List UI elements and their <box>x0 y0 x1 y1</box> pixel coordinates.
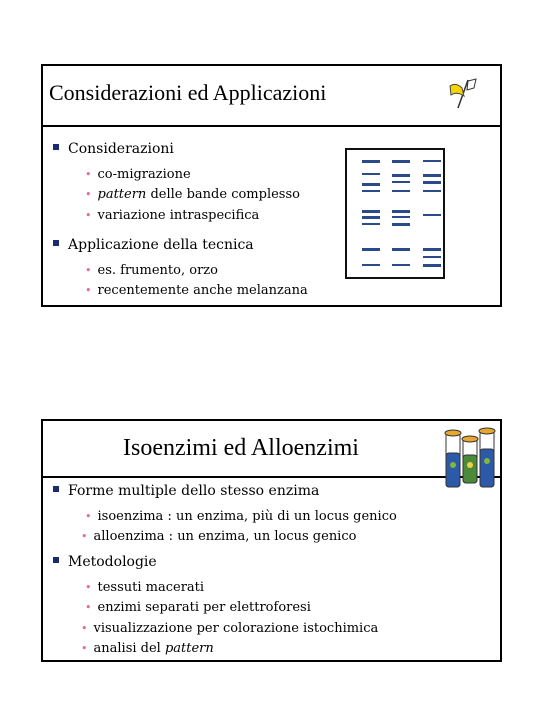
gel-band <box>362 190 380 192</box>
bullet-considerazioni <box>53 141 174 157</box>
gel-band <box>392 181 410 183</box>
sub-bullet: • variazione intraspecifica <box>85 208 260 223</box>
bullet-square-icon <box>53 557 59 563</box>
sub-bullet: • es. frumento, orzo <box>85 263 218 278</box>
sub-bullet-dot-icon: • <box>85 510 92 523</box>
gel-band <box>392 190 410 192</box>
sub-bullet: • visualizzazione per colorazione istochimica <box>81 621 379 636</box>
gel-band <box>392 174 410 177</box>
gel-band <box>392 264 410 266</box>
sub-bullet: • recentemente anche melanzana <box>85 283 308 298</box>
gel-band <box>362 223 380 225</box>
bullet-metodologie <box>53 554 157 570</box>
title-bar <box>43 66 500 127</box>
gel-band <box>362 264 380 266</box>
gel-band <box>362 216 380 219</box>
sub-bullet-dot-icon: • <box>85 264 92 277</box>
gel-band <box>392 223 410 226</box>
gel-band <box>423 214 441 216</box>
bullet-label: Applicazione della tecnica <box>68 237 254 253</box>
sub-bullet: • co-migrazione <box>85 167 191 182</box>
bullet-square-icon <box>53 240 59 246</box>
gel-band <box>362 248 380 251</box>
sub-bullet-dot-icon: • <box>85 188 92 201</box>
gel-band <box>362 160 380 163</box>
bullet-label: Forme multiple dello stesso enzima <box>68 483 320 499</box>
slide-considerazioni <box>41 64 502 307</box>
bullet-square-icon <box>53 486 59 492</box>
gel-electrophoresis-image <box>345 148 445 279</box>
title-bar <box>43 421 500 478</box>
gel-band <box>423 160 441 162</box>
sub-bullet-dot-icon: • <box>85 209 92 222</box>
sub-bullet-dot-icon: • <box>81 642 88 655</box>
bullet-applicazione <box>53 237 254 253</box>
slide-title: Isoenzimi ed Alloenzimi <box>123 435 359 461</box>
sub-bullet-dot-icon: • <box>85 601 92 614</box>
sub-bullet: • isoenzima : un enzima, più di un locus genico <box>85 509 397 524</box>
bullet-label: Metodologie <box>68 554 157 570</box>
sub-bullet-dot-icon: • <box>85 581 92 594</box>
sub-bullet: • enzimi separati per elettroforesi <box>85 600 311 615</box>
sub-bullet: • analisi del pattern <box>81 641 214 656</box>
gel-band <box>423 174 441 177</box>
gel-band <box>362 173 380 175</box>
test-tubes-icon <box>443 425 499 491</box>
gel-band <box>392 160 410 163</box>
gel-band <box>392 248 410 251</box>
sub-bullet: • alloenzima : un enzima, un locus genico <box>81 529 357 544</box>
gel-band <box>423 256 441 258</box>
gel-band <box>362 210 380 213</box>
sub-bullet: • pattern delle bande complesso <box>85 187 300 202</box>
gel-band <box>362 183 380 186</box>
flag-icon <box>446 78 480 110</box>
sub-bullet-dot-icon: • <box>85 284 92 297</box>
bullet-forme-multiple <box>53 483 319 499</box>
gel-band <box>423 264 441 267</box>
sub-bullet: • tessuti macerati <box>85 580 205 595</box>
bullet-square-icon <box>53 144 59 150</box>
slide-isoenzimi <box>41 419 502 662</box>
gel-band <box>423 190 441 192</box>
bullet-label: Considerazioni <box>68 141 174 157</box>
gel-band <box>423 248 441 251</box>
sub-bullet-dot-icon: • <box>81 622 88 635</box>
gel-band <box>423 181 441 184</box>
gel-band <box>392 210 410 213</box>
gel-band <box>392 216 410 218</box>
sub-bullet-dot-icon: • <box>81 530 88 543</box>
sub-bullet-dot-icon: • <box>85 168 92 181</box>
slide-title: Considerazioni ed Applicazioni <box>49 80 327 105</box>
